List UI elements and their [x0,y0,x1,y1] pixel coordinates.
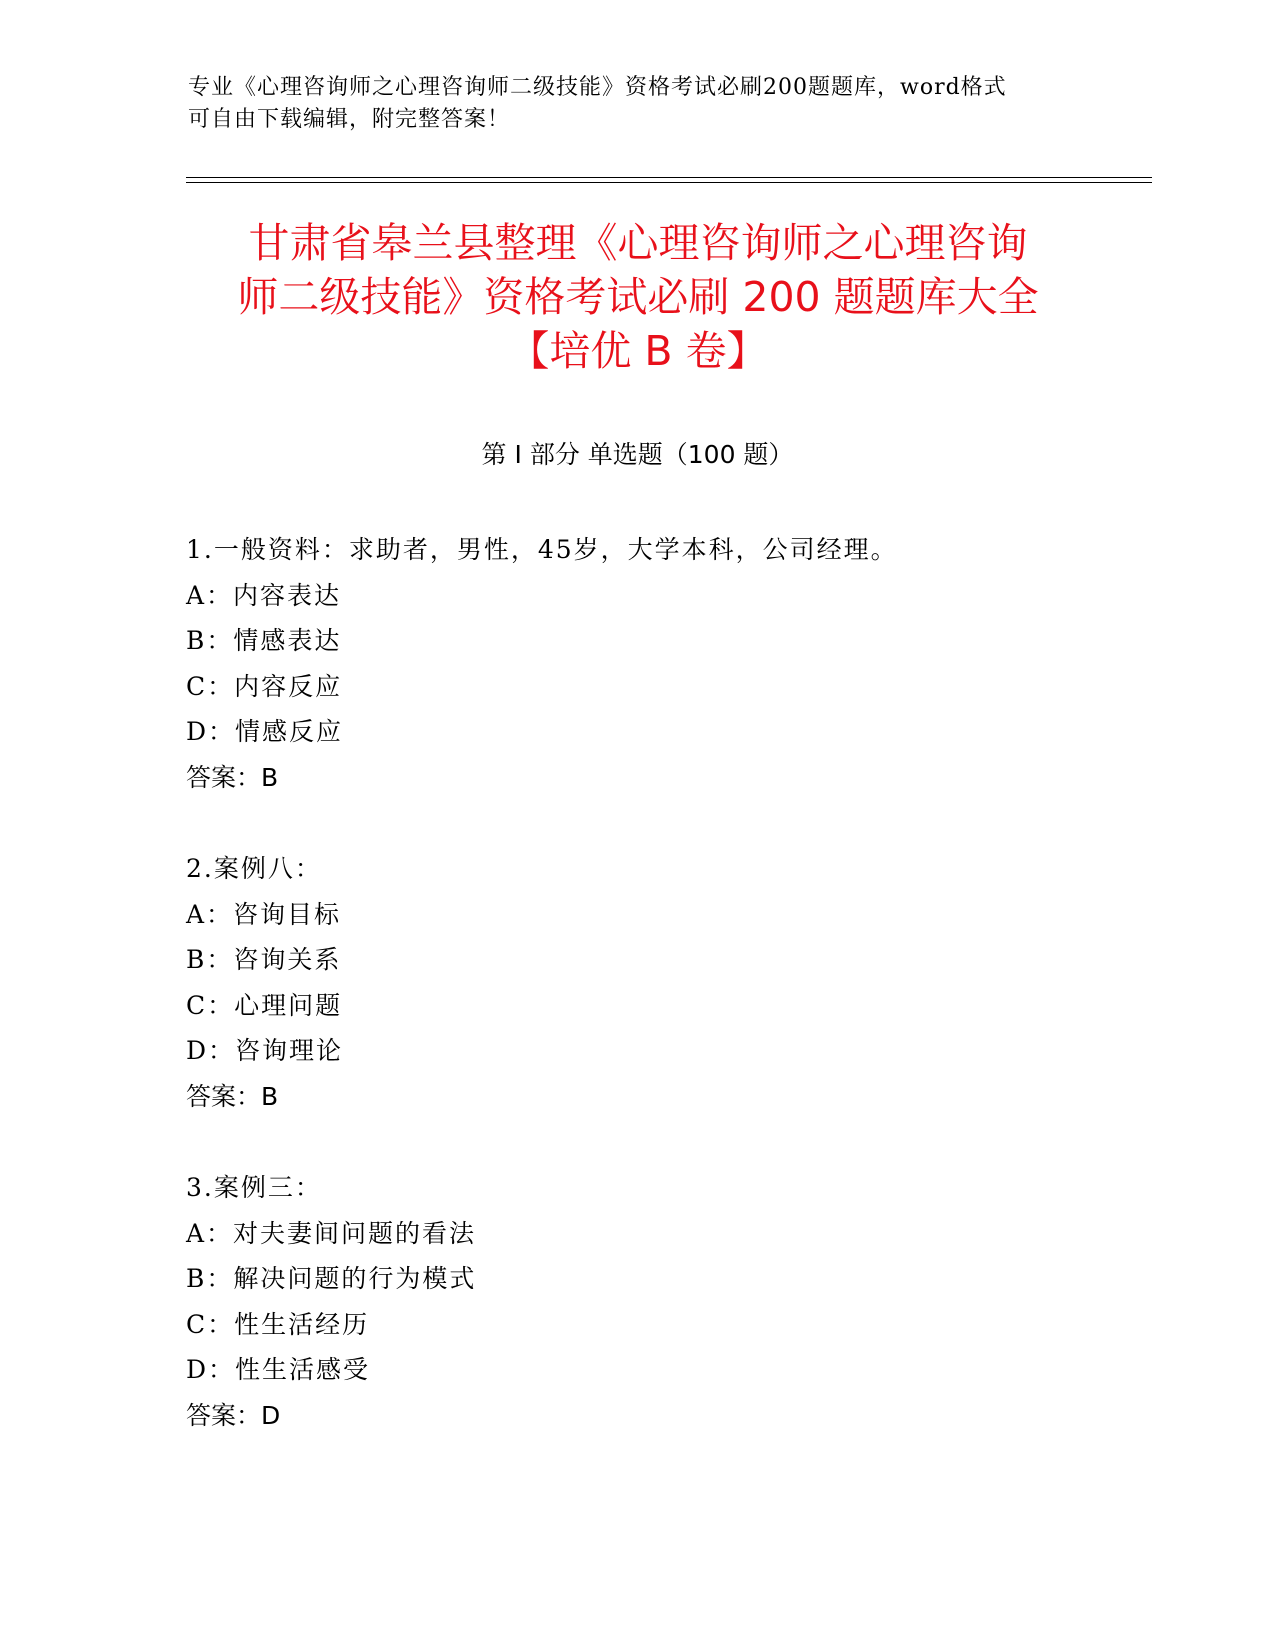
answer: 答案：B [186,1081,279,1111]
question-stem: 2.案例八： [186,854,322,883]
option-d: D：情感反应 [186,717,344,746]
option-c: C：性生活经历 [186,1309,370,1339]
document-title-line-1: 甘肃省皋兰县整理《心理咨询师之心理咨询 [248,219,1028,267]
section-title: 第 I 部分 单选题（100 题） [481,440,794,469]
option-d: D：性生活感受 [186,1355,371,1384]
option-c: C：内容反应 [186,671,343,701]
question-1 [186,527,1086,800]
option-b: B：咨询关系 [186,945,342,974]
document-title-line-3: 【培优 B 卷】 [508,327,768,375]
answer: 答案：D [186,1400,281,1430]
option-a: A：咨询目标 [186,899,342,929]
option-a: A：内容表达 [186,580,342,610]
option-c: C：心理问题 [186,990,343,1020]
option-b: B：情感表达 [186,626,342,655]
option-b: B：解决问题的行为模式 [186,1264,477,1293]
answer: 答案：B [186,762,279,792]
question-stem: 3.案例三： [186,1173,322,1202]
question-list [186,527,1086,1484]
header-divider-top [186,177,1152,178]
question-3 [186,1165,1086,1438]
header-note-line-2: 可自由下载编辑，附完整答案！ [188,107,511,132]
option-a: A：对夫妻间问题的看法 [186,1218,477,1248]
header-divider-bottom [186,182,1152,183]
option-d: D：咨询理论 [186,1036,344,1065]
document-title-line-2: 师二级技能》资格考试必刷 200 题题库大全 [237,273,1039,321]
question-stem: 1.一般资料：求助者，男性，45岁，大学本科，公司经理。 [186,535,898,564]
header-note [188,72,1068,136]
header-note-line-1: 专业《心理咨询师之心理咨询师二级技能》资格考试必刷200题题库，word格式 [188,75,1007,100]
document-title [190,216,1086,378]
question-2 [186,846,1086,1119]
